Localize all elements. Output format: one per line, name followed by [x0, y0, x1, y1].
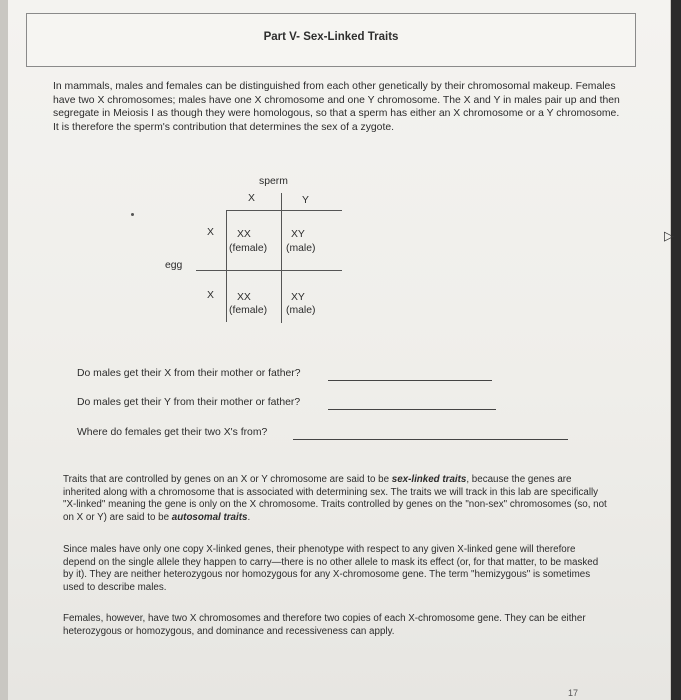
- cell-2-1-genotype: XX: [237, 292, 251, 303]
- question-1: Do males get their X from their mother or father?: [77, 368, 301, 379]
- cell-2-2-sex: (male): [286, 305, 316, 316]
- punnett-top-line: [226, 210, 342, 211]
- para1-text-e: .: [247, 511, 251, 523]
- page-number: 17: [568, 688, 579, 698]
- sperm-allele-x: X: [248, 193, 255, 204]
- title-box: [26, 13, 636, 67]
- stray-mark: [131, 213, 134, 216]
- para1-text-c: , because the genes are inherited along with a chromosome that is associated with determining sex. The traits we will track in this lab are specifically "X-linked" meaning the gene is only on the X chromosome. Traits controlled by genes on the "non-sex" chromosomes (so, not on X or Y) are said to be: [63, 474, 607, 523]
- background-edge: [671, 0, 681, 700]
- cell-1-1-genotype: XX: [237, 229, 251, 240]
- cell-1-1-sex: (female): [229, 243, 268, 254]
- answer-line-1[interactable]: [328, 380, 492, 381]
- worksheet-page: [8, 0, 670, 700]
- egg-allele-x-1: X: [207, 227, 214, 238]
- sex-linked-paragraph: [63, 474, 608, 524]
- egg-allele-x-2: X: [207, 290, 214, 301]
- sperm-allele-y: Y: [302, 195, 309, 206]
- page-title: Part V- Sex-Linked Traits: [263, 31, 399, 43]
- cell-2-2-genotype: XY: [291, 292, 305, 303]
- punnett-center-line: [196, 270, 342, 271]
- question-3: Where do females get their two X's from?: [77, 427, 268, 438]
- egg-label: egg: [165, 260, 183, 271]
- punnett-middle-line: [281, 193, 282, 323]
- sperm-label: sperm: [259, 176, 288, 187]
- cursor-icon: ▷: [664, 228, 674, 243]
- females-paragraph: Females, however, have two X chromosomes and therefore two copies of each X-chromosome gene. They can be either heterozygous or homozygous, and dominance and recessiveness can apply.: [63, 613, 586, 637]
- autosomal-term: autosomal traits: [171, 511, 248, 523]
- cell-1-2-sex: (male): [286, 243, 316, 254]
- hemizygous-paragraph: Since males have only one copy X-linked genes, their phenotype with respect to any given X-linked gene will therefore depend on the single allele they happen to carry—there is no other allele to mask its effect (or, for that matter, to be masked by it). They are neither heterozygous nor homozygous for any X-chromosome gene. The term "hemizygous" is sometimes used to describe males.: [63, 544, 599, 593]
- sex-linked-term: sex-linked traits: [391, 474, 467, 485]
- para1-text-a: Traits that are controlled by genes on an X or Y chromosome are said to be: [63, 474, 392, 485]
- cell-1-2-genotype: XY: [291, 229, 305, 240]
- question-2: Do males get their Y from their mother or father?: [77, 397, 301, 408]
- intro-paragraph: In mammals, males and females can be distinguished from each other genetically by their chromosomal makeup. Females have two X chromosomes; males have one X chromosome and one Y chromosome. The X and Y in males pair up and then segregate in Meiosis I as though they were homologous, so that a sperm has either an X chromosome or a Y chromosome. It is therefore the sperm's contribution that determines the sex of a zygote.: [53, 81, 620, 133]
- punnett-left-line: [226, 210, 227, 322]
- answer-line-3[interactable]: [293, 439, 568, 440]
- answer-line-2[interactable]: [328, 409, 496, 410]
- cell-2-1-sex: (female): [229, 305, 268, 316]
